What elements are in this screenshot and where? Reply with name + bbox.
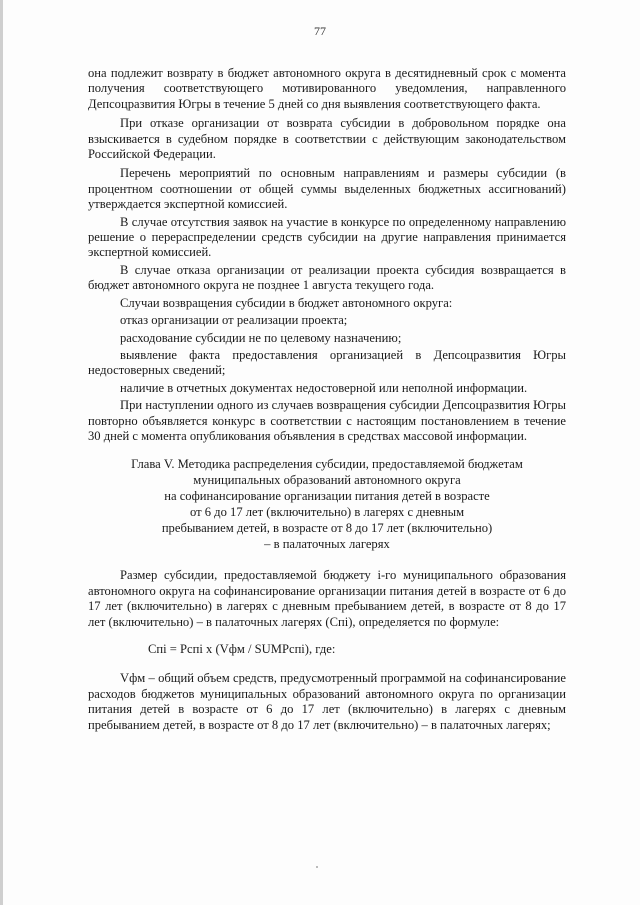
chapter-heading-line: на софинансирование организации питания детей в возрасте — [164, 489, 490, 504]
paragraph-return-cases-intro: Случаи возвращения субсидии в бюджет автономного округа: — [120, 295, 453, 310]
paragraph-no-applications: В случае отсутствия заявок на участие в конкурсе по определенному направлению решение о перераспределении средств субсидии на другие направления принимается экспертной комиссией. — [88, 214, 566, 260]
list-item-incomplete-info: наличие в отчетных документах недостоверной или неполной информации. — [120, 380, 528, 395]
paragraph-subsidy-size: Размер субсидии, предоставляемой бюджету i-го муниципального образования автономного округа на софинансирование организации питания детей в возрасте от 6 до 17 лет (включительно) в лагерях с дневным пребыванием детей, в возрасте от 8 до 17 лет (включительно) – в палаточных лагерях (Cпi), определяется по формуле: — [88, 568, 566, 629]
paragraph-vfm-definition: Vфм – общий объем средств, предусмотренный программой на софинансирование расходов бюджетов муниципальных образований автономного округа по организации питания детей в возрасте от 6 до 17 лет (включительно) в лагерях с дневным пребыванием детей, в возрасте от 8 до 17 лет (включительно) – в палаточных лагерях; — [88, 671, 566, 732]
chapter-heading-line: Глава V. Методика распределения субсидии, предоставляемой бюджетам — [131, 457, 523, 472]
scan-edge — [0, 0, 3, 905]
chapter-heading-line: – в палаточных лагерях — [264, 537, 390, 552]
chapter-heading-line: муниципальных образований автономного округа — [193, 473, 461, 488]
document-body — [88, 66, 566, 735]
list-item-false-data: выявление факта предоставления организацией в Депсоцразвития Югры недостоверных сведений; — [88, 347, 566, 378]
paragraph-refusal: При отказе организации от возврата субсидии в добровольном порядке она взыскивается в судебном порядке в соответствии с действующим законодательством Российской Федерации. — [88, 116, 566, 162]
list-item-refusal: отказ организации от реализации проекта; — [120, 313, 348, 328]
paragraph-activities-list: Перечень мероприятий по основным направлениям и размеры субсидии (в процентном соотношении от общей суммы выделенных бюджетных ассигнований) утверждается экспертной комиссией. — [88, 166, 566, 212]
list-item-misuse: расходование субсидии не по целевому назначению; — [120, 330, 402, 345]
chapter-heading — [88, 456, 566, 552]
chapter-heading-line: пребыванием детей, в возрасте от 8 до 17 лет (включительно) — [161, 521, 493, 536]
page-number: 77 — [314, 24, 326, 38]
paragraph-project-refusal: В случае отказа организации от реализации проекта субсидия возвращается в бюджет автономного округа не позднее 1 августа текущего года. — [88, 262, 566, 293]
formula: Cпi = Pcпi x (Vфм / SUMPcпi), где: — [148, 641, 336, 656]
scan-artifact — [316, 866, 318, 868]
paragraph-repeat-contest: При наступлении одного из случаев возвращения субсидии Депсоцразвития Югры повторно объявляется конкурс в соответствии с настоящим постановлением в течение 30 дней с момента опубликования объявления в средствах массовой информации. — [88, 398, 566, 443]
chapter-heading-line: от 6 до 17 лет (включительно) в лагерях с дневным — [189, 505, 465, 520]
paragraph-return-continuation: она подлежит возврату в бюджет автономного округа в десятидневный срок с момента получения соответствующего мотивированного уведомления, направленного Депсоцразвития Югры в течение 5 дней со дня выявления соответствующего факта. — [88, 66, 566, 111]
